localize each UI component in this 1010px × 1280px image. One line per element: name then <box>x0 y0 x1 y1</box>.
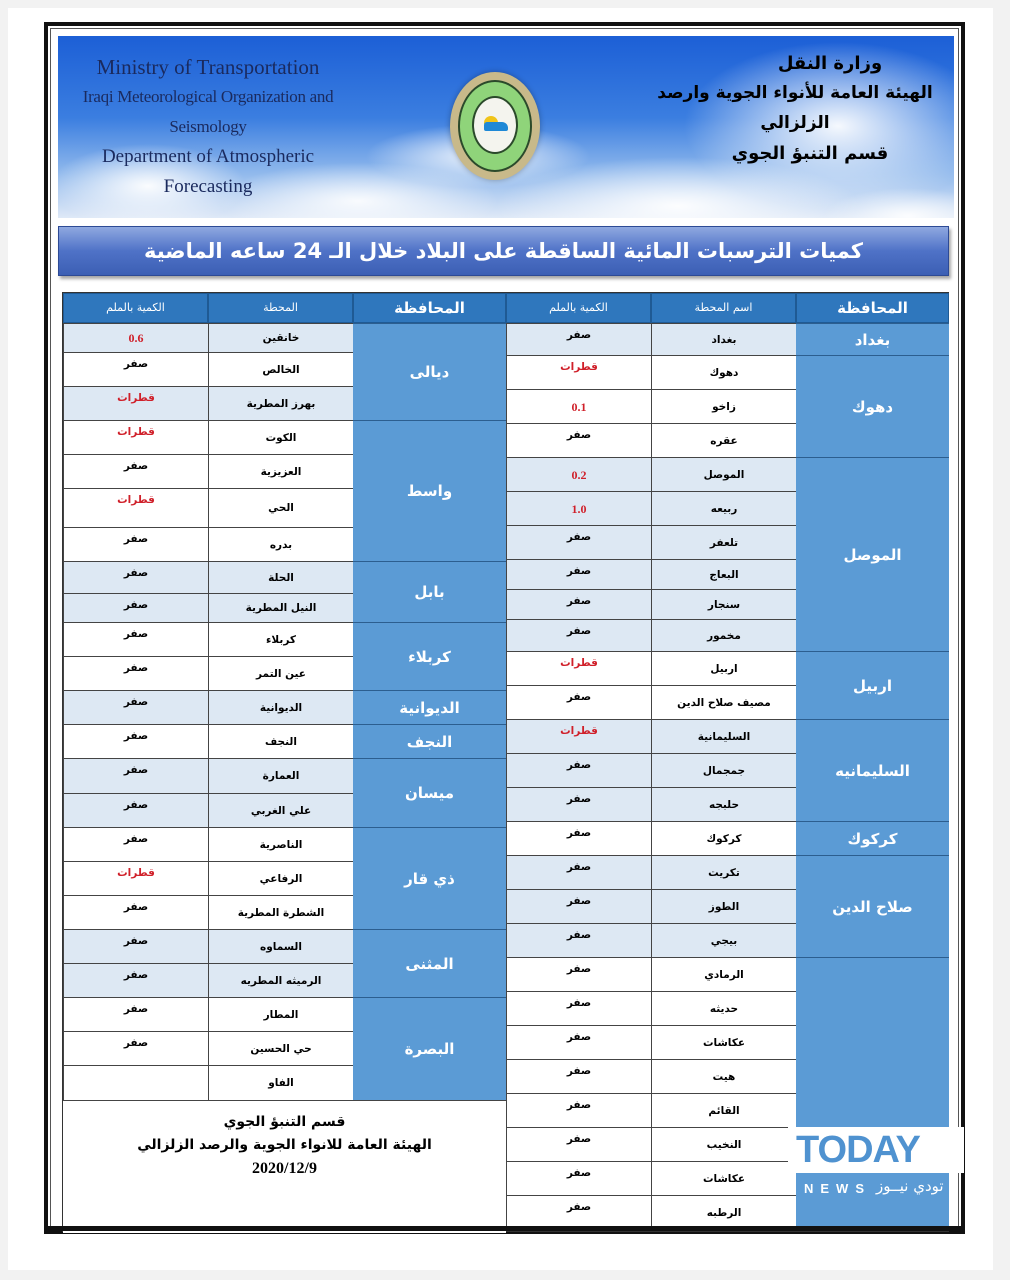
amount-value: صفر <box>566 895 592 907</box>
station-name: العمارة <box>208 758 353 793</box>
amount-value: صفر <box>566 997 592 1009</box>
station-name: البعاج <box>651 559 796 589</box>
station-name: بغداد <box>651 323 796 355</box>
rainfall-amount <box>63 963 208 997</box>
rainfall-amount <box>506 1195 651 1229</box>
report-date: 2020/12/9 <box>252 1160 317 1177</box>
province-name: كربلاء <box>353 622 506 690</box>
header-province: المحافظة <box>353 293 506 323</box>
amount-value: صفر <box>566 625 592 637</box>
province-name: اربيل <box>796 651 949 719</box>
organization-name-ar: الهيئة العامة للأنواء الجوية وارصد الزلزالي <box>657 83 933 133</box>
amount-value: صفر <box>566 1065 592 1077</box>
rainfall-amount <box>63 929 208 963</box>
amount-value: 0.6 <box>128 331 144 345</box>
amount-value: صفر <box>123 833 149 845</box>
amount-value: صفر <box>123 764 149 776</box>
station-name: الرمادي <box>651 957 796 991</box>
organization-logo-icon <box>450 72 540 180</box>
rainfall-amount <box>63 622 208 656</box>
amount-value: صفر <box>566 531 592 543</box>
header-banner <box>58 36 954 218</box>
rainfall-amount <box>506 719 651 753</box>
province-name: ميسان <box>353 758 506 827</box>
watermark-news-en: NEWS <box>804 1181 871 1196</box>
rainfall-amount <box>506 491 651 525</box>
logo-core <box>472 96 518 154</box>
rainfall-amount <box>506 1127 651 1161</box>
rainfall-amount <box>63 690 208 724</box>
province-name: كركوك <box>796 821 949 855</box>
station-name: دهوك <box>651 355 796 389</box>
station-name: النيل المطرية <box>208 593 353 622</box>
amount-value: صفر <box>566 929 592 941</box>
rainfall-amount <box>506 423 651 457</box>
watermark-brand: TODAY <box>796 1129 920 1171</box>
station-name: بيجي <box>651 923 796 957</box>
station-name: عكاشات <box>651 1025 796 1059</box>
rainfall-amount <box>506 991 651 1025</box>
amount-value: صفر <box>566 1167 592 1179</box>
rainfall-table <box>62 292 949 1232</box>
amount-value: صفر <box>123 1003 149 1015</box>
station-name: الرطبه <box>651 1195 796 1229</box>
amount-value: صفر <box>566 565 592 577</box>
station-name: الحي <box>208 488 353 527</box>
amount-value: قطرات <box>560 657 598 669</box>
amount-value: صفر <box>566 1201 592 1213</box>
station-name: كركوك <box>651 821 796 855</box>
station-name: جمجمال <box>651 753 796 787</box>
province-name: الديوانية <box>353 690 506 724</box>
station-name: اربيل <box>651 651 796 685</box>
station-name: السليمانية <box>651 719 796 753</box>
rainfall-amount <box>506 1161 651 1195</box>
station-name: الناصرية <box>208 827 353 861</box>
organization-name-en: Iraqi Meteorological Organization and Seismology <box>82 87 334 136</box>
rainfall-amount <box>506 323 651 355</box>
station-name: الحلة <box>208 561 353 593</box>
rainfall-amount <box>506 389 651 423</box>
amount-value: صفر <box>123 628 149 640</box>
rainfall-amount <box>63 1031 208 1065</box>
station-name: الفاو <box>208 1065 353 1100</box>
rainfall-amount <box>506 685 651 719</box>
amount-value: صفر <box>123 935 149 947</box>
amount-value: صفر <box>566 1031 592 1043</box>
station-name: كربلاء <box>208 622 353 656</box>
station-name: حلبجه <box>651 787 796 821</box>
amount-value: قطرات <box>560 361 598 373</box>
rainfall-amount <box>506 525 651 559</box>
cloud-wave-icon <box>484 122 508 131</box>
rainfall-amount <box>63 454 208 488</box>
amount-value: صفر <box>566 827 592 839</box>
english-letterhead <box>58 52 358 202</box>
amount-value: 0.1 <box>571 400 587 414</box>
province-name: بابل <box>353 561 506 622</box>
amount-value: قطرات <box>117 494 155 506</box>
rainfall-amount <box>506 457 651 491</box>
station-name: ربيعه <box>651 491 796 525</box>
rainfall-amount <box>63 386 208 420</box>
department-name-en: Department of Atmospheric Forecasting <box>101 146 315 197</box>
station-name: بدره <box>208 527 353 561</box>
rainfall-amount <box>506 1059 651 1093</box>
amount-value: 0.2 <box>571 468 587 482</box>
rainfall-amount <box>63 997 208 1031</box>
rainfall-amount <box>506 957 651 991</box>
station-name: الديوانية <box>208 690 353 724</box>
rainfall-amount <box>506 855 651 889</box>
amount-value: صفر <box>566 861 592 873</box>
arabic-letterhead <box>650 50 940 170</box>
station-name: الكوت <box>208 420 353 454</box>
header-province: المحافظة <box>796 293 949 323</box>
rainfall-amount <box>63 527 208 561</box>
station-name: الرميثه المطريه <box>208 963 353 997</box>
province-name: ديالى <box>353 323 506 420</box>
station-name: عقره <box>651 423 796 457</box>
station-name: القائم <box>651 1093 796 1127</box>
rainfall-amount <box>63 420 208 454</box>
station-name: تكريت <box>651 855 796 889</box>
station-name: هيت <box>651 1059 796 1093</box>
header-amount: الكمية بالملم <box>506 293 651 323</box>
amount-value: صفر <box>123 460 149 472</box>
station-name: حديثه <box>651 991 796 1025</box>
amount-value: صفر <box>123 730 149 742</box>
station-name: النخيب <box>651 1127 796 1161</box>
station-name: الرفاعي <box>208 861 353 895</box>
amount-value: صفر <box>123 567 149 579</box>
station-name: مخمور <box>651 619 796 651</box>
rainfall-amount <box>506 821 651 855</box>
rainfall-amount <box>506 589 651 619</box>
rainfall-amount <box>506 355 651 389</box>
rainfall-amount <box>63 861 208 895</box>
station-name: المطار <box>208 997 353 1031</box>
amount-value: صفر <box>123 799 149 811</box>
station-name: زاخو <box>651 389 796 423</box>
rainfall-amount <box>63 827 208 861</box>
amount-value: صفر <box>123 901 149 913</box>
rainfall-amount <box>506 787 651 821</box>
rainfall-amount <box>63 758 208 793</box>
province-name: البصرة <box>353 997 506 1100</box>
header-amount: الكمية بالملم <box>63 293 208 323</box>
station-name: تلعفر <box>651 525 796 559</box>
amount-value: صفر <box>123 533 149 545</box>
station-name: سنجار <box>651 589 796 619</box>
amount-value: صفر <box>566 595 592 607</box>
rainfall-amount <box>506 619 651 651</box>
amount-value: صفر <box>566 963 592 975</box>
province-name: واسط <box>353 420 506 561</box>
rainfall-amount <box>63 895 208 929</box>
amount-value: صفر <box>566 1133 592 1145</box>
rainfall-amount <box>506 753 651 787</box>
watermark <box>788 1127 964 1219</box>
bottom-border-rule <box>44 1226 965 1231</box>
department-name-ar: قسم التنبؤ الجوي <box>731 143 889 164</box>
station-name: بهرز المطرية <box>208 386 353 420</box>
amount-value: صفر <box>123 969 149 981</box>
amount-value: قطرات <box>117 426 155 438</box>
amount-value: صفر <box>566 759 592 771</box>
watermark-news-ar: تودي نيــوز <box>876 1177 944 1195</box>
rainfall-amount <box>506 1025 651 1059</box>
station-name: عين التمر <box>208 656 353 690</box>
footer-organization: الهيئة العامة للانواء الجوية والرصد الزلزالي <box>137 1137 432 1153</box>
amount-value: صفر <box>123 696 149 708</box>
station-name: الموصل <box>651 457 796 491</box>
rainfall-amount <box>506 559 651 589</box>
amount-value: صفر <box>566 329 592 341</box>
amount-value: قطرات <box>117 392 155 404</box>
station-name: علي الغربي <box>208 793 353 827</box>
rainfall-amount <box>63 656 208 690</box>
rainfall-amount <box>506 889 651 923</box>
rainfall-amount <box>63 1065 208 1100</box>
rainfall-amount <box>506 1093 651 1127</box>
province-name: بغداد <box>796 323 949 355</box>
rainfall-amount <box>63 561 208 593</box>
station-name: العزيزية <box>208 454 353 488</box>
station-name: الطوز <box>651 889 796 923</box>
station-name: حي الحسين <box>208 1031 353 1065</box>
rainfall-amount <box>63 488 208 527</box>
amount-value: صفر <box>566 1099 592 1111</box>
amount-value: صفر <box>566 691 592 703</box>
report-title: كميات الترسبات المائية الساقطة على البلاد خلال الـ 24 ساعه الماضية <box>58 226 949 276</box>
province-name: ذي قار <box>353 827 506 929</box>
amount-value: 1.0 <box>571 502 587 516</box>
rainfall-amount <box>63 724 208 758</box>
logo-ring <box>458 80 532 172</box>
station-name: السماوه <box>208 929 353 963</box>
province-name: النجف <box>353 724 506 758</box>
ministry-name-en: Ministry of Transportation <box>96 55 320 79</box>
amount-value: صفر <box>123 1037 149 1049</box>
province-name: السليمانيه <box>796 719 949 821</box>
station-name: مصيف صلاح الدين <box>651 685 796 719</box>
amount-value: صفر <box>123 599 149 611</box>
amount-value: صفر <box>123 358 149 370</box>
footer-department: قسم التنبؤ الجوي <box>223 1114 346 1130</box>
station-name: خانقين <box>208 323 353 352</box>
rainfall-amount <box>63 352 208 386</box>
rainfall-amount <box>63 323 208 352</box>
province-name: دهوك <box>796 355 949 457</box>
header-station: اسم المحطة <box>651 293 796 323</box>
amount-value: صفر <box>566 429 592 441</box>
amount-value: صفر <box>566 793 592 805</box>
station-name: النجف <box>208 724 353 758</box>
rainfall-amount <box>63 793 208 827</box>
province-name: صلاح الدين <box>796 855 949 957</box>
amount-value: قطرات <box>560 725 598 737</box>
report-footer <box>63 1100 506 1233</box>
amount-value: صفر <box>123 662 149 674</box>
station-name: الخالص <box>208 352 353 386</box>
ministry-name-ar: وزارة النقل <box>777 53 883 74</box>
station-name: الشطرة المطرية <box>208 895 353 929</box>
rainfall-amount <box>506 651 651 685</box>
header-station: المحطة <box>208 293 353 323</box>
amount-value: قطرات <box>117 867 155 879</box>
province-name: المثنى <box>353 929 506 997</box>
station-name: عكاشات <box>651 1161 796 1195</box>
rainfall-amount <box>63 593 208 622</box>
province-name: الموصل <box>796 457 949 651</box>
rainfall-amount <box>506 923 651 957</box>
